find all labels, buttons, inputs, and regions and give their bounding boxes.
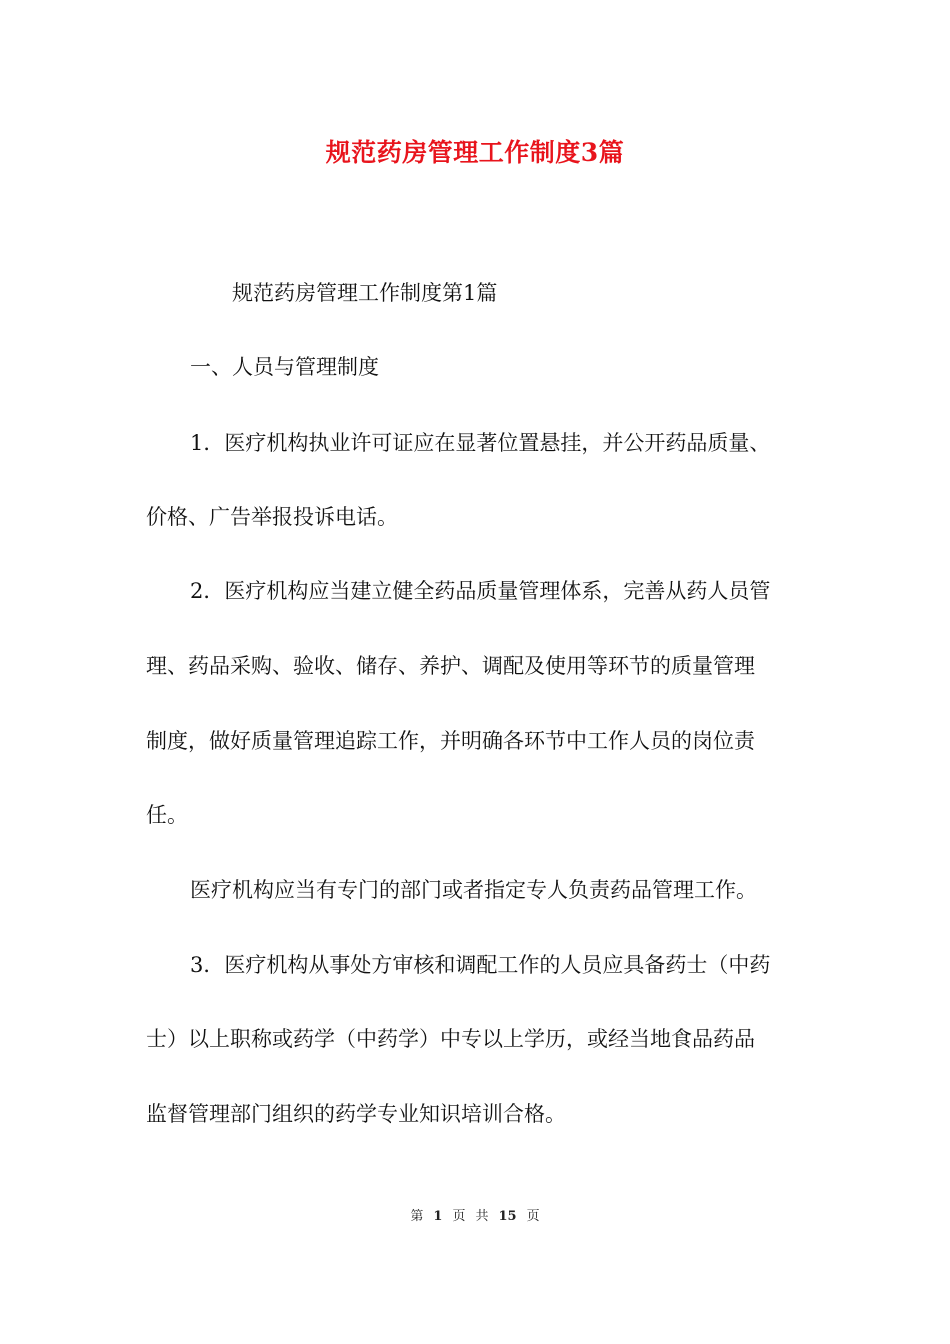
paragraph-2-line-4: 任。 xyxy=(146,803,188,827)
footer-total-pages: 15 xyxy=(498,1209,517,1224)
page-footer xyxy=(0,1207,950,1227)
paragraph-1-line-1: 1．医疗机构执业许可证应在显著位置悬挂，并公开药品质量、 xyxy=(190,431,771,455)
paragraph-3-line-1: 医疗机构应当有专门的部门或者指定专人负责药品管理工作。 xyxy=(190,878,757,902)
paragraph-2-line-2: 理、药品采购、验收、储存、养护、调配及使用等环节的质量管理 xyxy=(146,654,755,678)
document-title: 规范药房管理工作制度3篇 xyxy=(325,138,625,167)
section-heading: 一、人员与管理制度 xyxy=(190,355,379,379)
footer-page-word: 页 xyxy=(452,1209,466,1224)
paragraph-4-line-2: 士）以上职称或药学（中药学）中专以上学历，或经当地食品药品 xyxy=(146,1027,755,1051)
footer-suffix: 页 xyxy=(526,1209,540,1224)
paragraph-4-line-1: 3．医疗机构从事处方审核和调配工作的人员应具备药士（中药 xyxy=(190,953,771,977)
footer-total-word: 共 xyxy=(475,1209,489,1224)
article-subtitle: 规范药房管理工作制度第1篇 xyxy=(232,281,498,305)
paragraph-2-line-3: 制度，做好质量管理追踪工作，并明确各环节中工作人员的岗位责 xyxy=(146,729,755,753)
footer-current-page: 1 xyxy=(433,1209,443,1224)
paragraph-4-line-3: 监督管理部门组织的药学专业知识培训合格。 xyxy=(146,1102,566,1126)
paragraph-1-line-2: 价格、广告举报投诉电话。 xyxy=(146,505,398,529)
paragraph-2-line-1: 2．医疗机构应当建立健全药品质量管理体系，完善从药人员管 xyxy=(190,579,771,603)
footer-prefix: 第 xyxy=(410,1209,424,1224)
